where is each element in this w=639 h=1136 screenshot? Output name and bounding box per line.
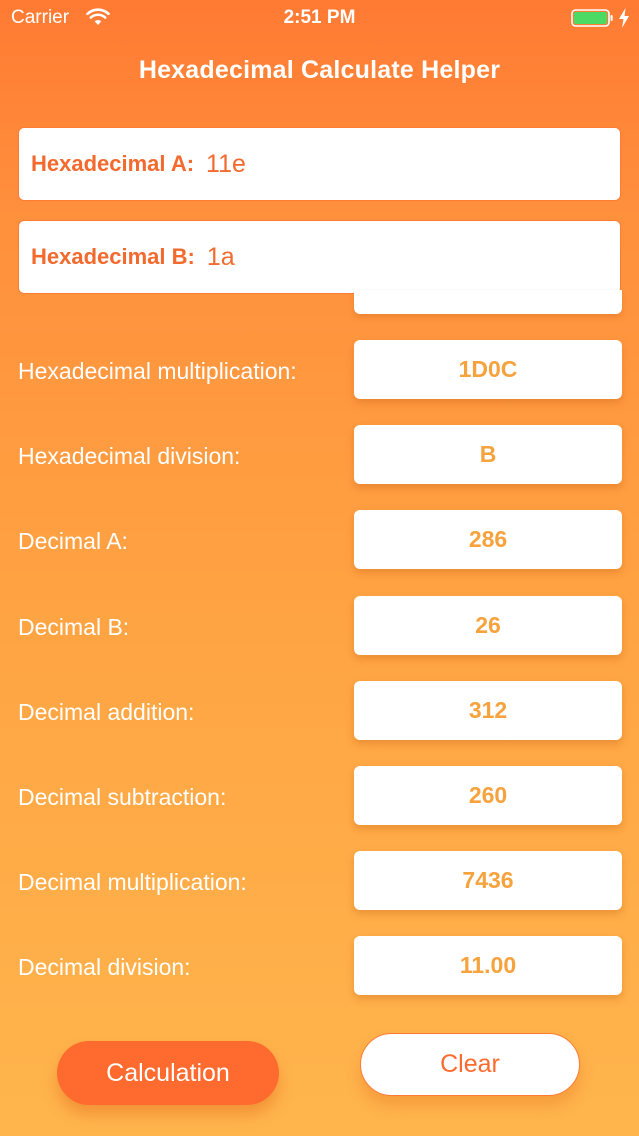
hex-b-input[interactable] <box>207 243 547 272</box>
decimal-addition-label: Decimal addition: <box>18 699 195 725</box>
hex-division-result: B <box>354 425 622 484</box>
hex-a-label: Hexadecimal A: <box>31 151 195 176</box>
hex-a-input[interactable] <box>206 150 546 179</box>
decimal-subtraction-result: 260 <box>354 766 622 825</box>
clear-button[interactable]: Clear <box>360 1033 580 1096</box>
hex-division-label: Hexadecimal division: <box>18 443 241 469</box>
page-title: Hexadecimal Calculate Helper <box>138 56 501 84</box>
hex-a-field[interactable] <box>18 127 621 201</box>
decimal-addition-result: 312 <box>354 681 622 740</box>
hex-multiplication-label: Hexadecimal multiplication: <box>18 358 297 384</box>
hex-b-label: Hexadecimal B: <box>31 244 195 269</box>
battery-icon <box>571 9 613 27</box>
decimal-b-label: Decimal B: <box>18 614 130 640</box>
carrier-label: Carrier <box>11 7 70 28</box>
status-bar <box>0 0 639 36</box>
decimal-division-label: Decimal division: <box>18 954 191 980</box>
decimal-b-result: 26 <box>354 596 622 655</box>
decimal-division-result: 11.00 <box>354 936 622 995</box>
hex-multiplication-result: 1D0C <box>354 340 622 399</box>
status-time: 2:51 PM <box>283 7 356 28</box>
decimal-subtraction-label: Decimal subtraction: <box>18 784 227 810</box>
decimal-multiplication-label: Decimal multiplication: <box>18 869 247 895</box>
calculation-button[interactable]: Calculation <box>57 1041 279 1105</box>
hex-b-field[interactable] <box>18 220 621 294</box>
decimal-a-label: Decimal A: <box>18 528 128 554</box>
charging-bolt-icon <box>618 8 630 28</box>
decimal-multiplication-result: 7436 <box>354 851 622 910</box>
decimal-a-result: 286 <box>354 510 622 569</box>
hidden-result-box <box>354 290 622 314</box>
